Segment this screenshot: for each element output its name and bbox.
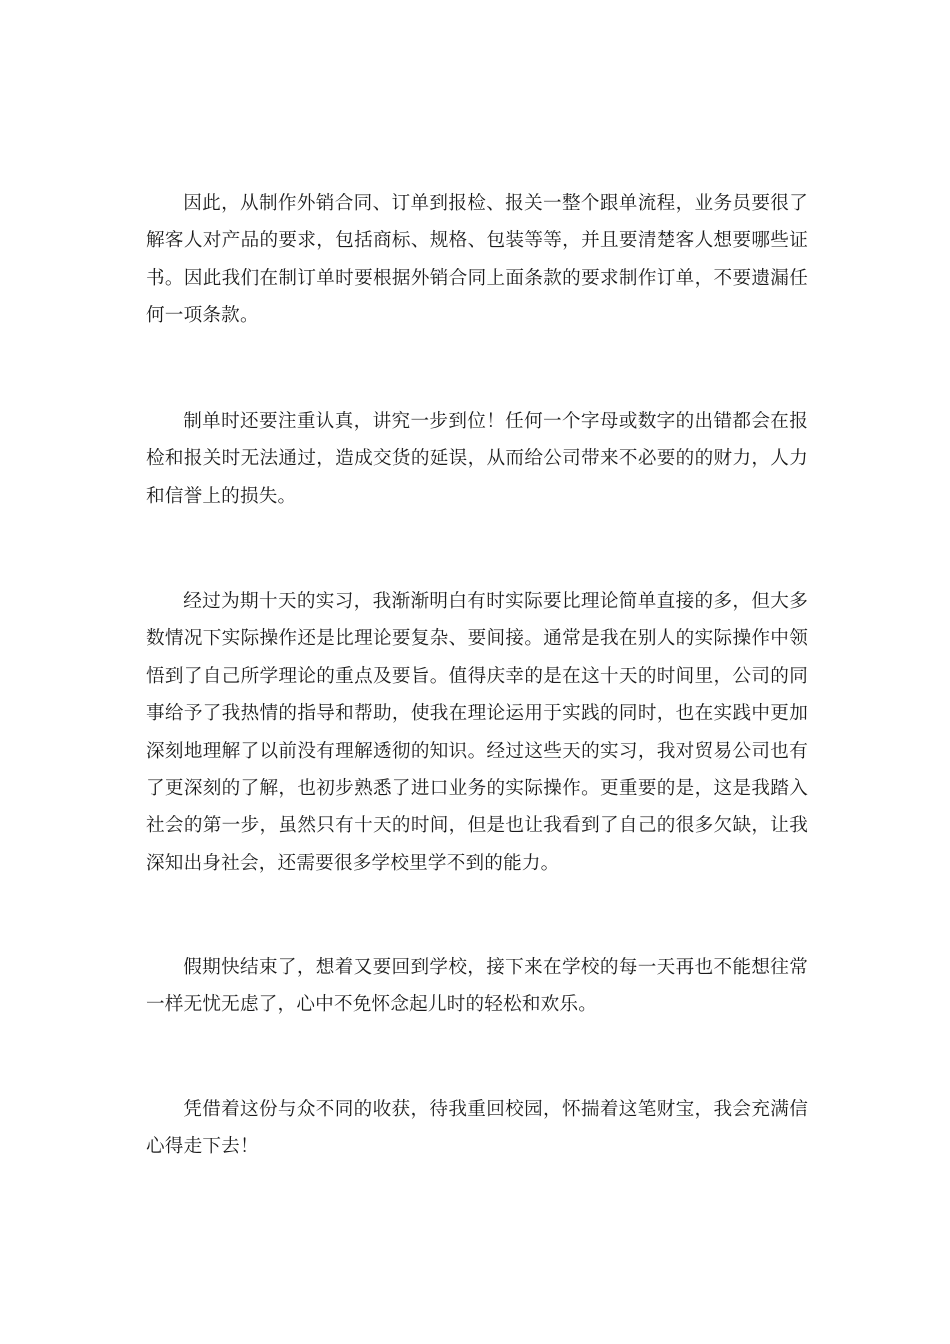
paragraph-holiday-ending: 假期快结束了，想着又要回到学校，接下来在学校的每一天再也不能想往常一样无忧无虑了，心中不免怀念起儿时的轻松和欢乐。 [146, 957, 808, 1016]
paragraph-closing: 凭借着这份与众不同的收获，待我重回校园，怀揣着这笔财宝，我会充满信心得走下去！ [146, 1099, 808, 1158]
paragraph-order-process: 因此，从制作外销合同、订单到报检、报关一整个跟单流程，业务员要很了解客人对产品的要求，包括商标、规格、包装等等，并且要清楚客人想要哪些证书。因此我们在制订单时要根据外销合同上面条款的要求制作订单，不要遗漏任何一项条款。 [146, 193, 808, 327]
paragraph-internship-reflection: 经过为期十天的实习，我渐渐明白有时实际要比理论简单直接的多，但大多数情况下实际操作还是比理论要复杂、要间接。通常是我在别人的实际操作中领悟到了自己所学理论的重点及要旨。值得庆幸的是在这十天的时间里，公司的同事给予了我热情的指导和帮助，使我在理论运用于实践的同时，也在实践中更加深刻地理解了以前没有理解透彻的知识。经过这些天的实习，我对贸易公司也有了更深刻的了解，也初步熟悉了进口业务的实际操作。更重要的是，这是我踏入社会的第一步，虽然只有十天的时间，但是也让我看到了自己的很多欠缺，让我深知出身社会，还需要很多学校里学不到的能力。 [146, 591, 808, 874]
paragraph-document-accuracy: 制单时还要注重认真，讲究一步到位！任何一个字母或数字的出错都会在报检和报关时无法通过，造成交货的延误，从而给公司带来不必要的的财力，人力和信誉上的损失。 [146, 411, 808, 507]
